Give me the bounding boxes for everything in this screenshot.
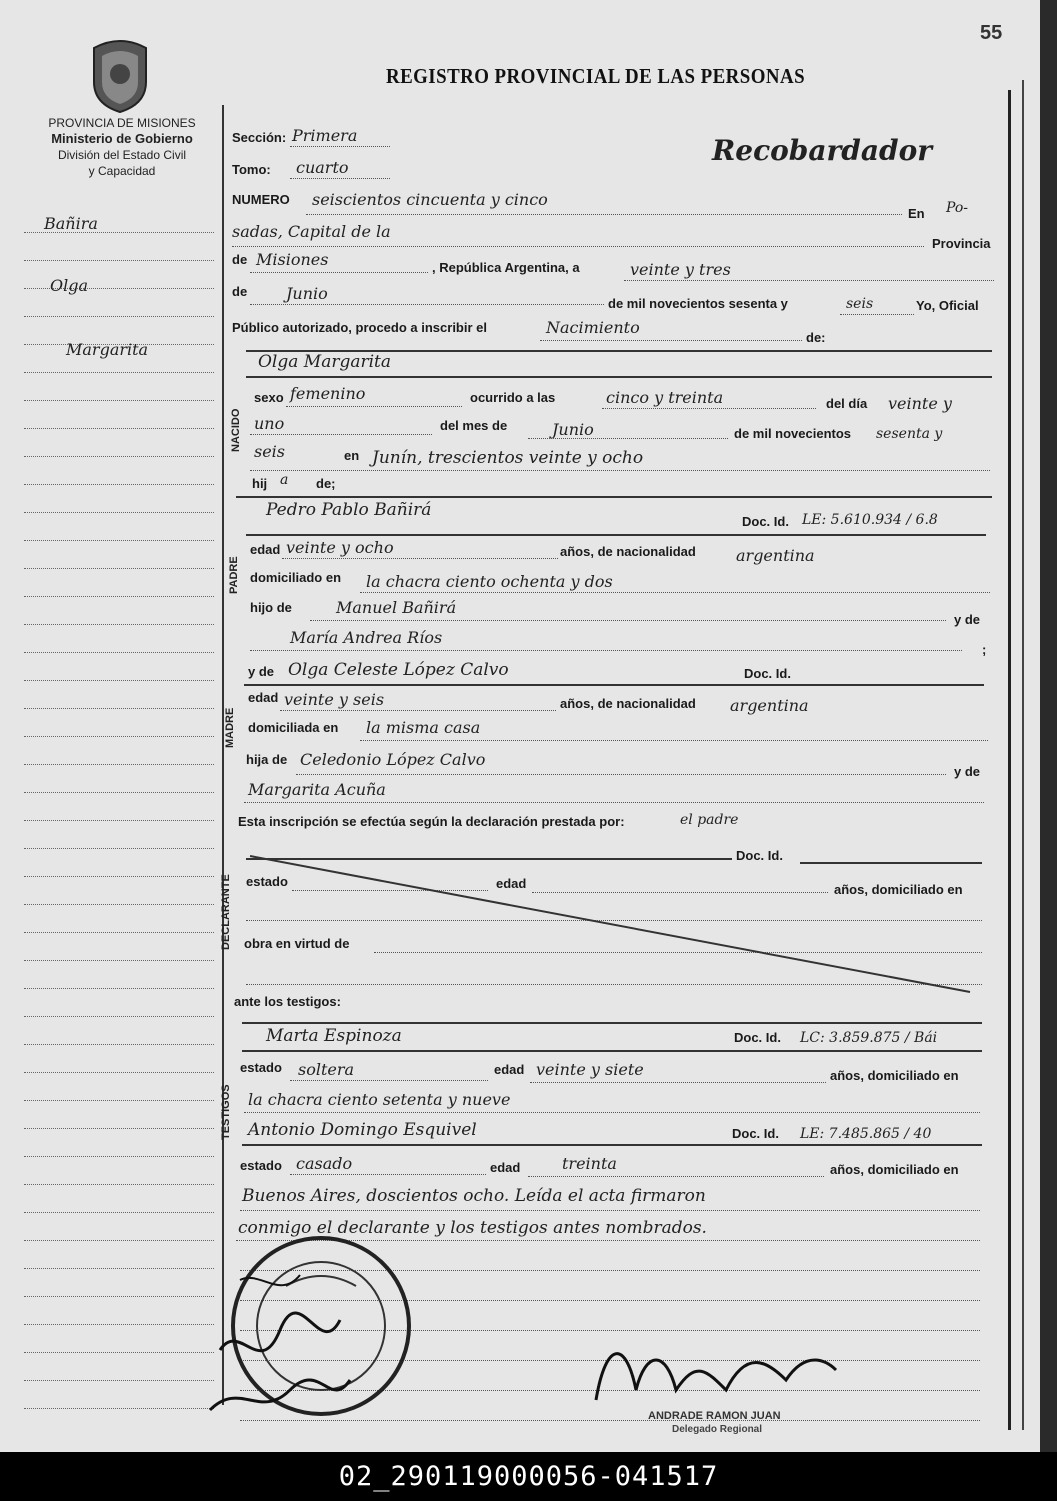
ministry-name: Ministerio de Gobierno xyxy=(51,131,193,146)
padre-top-rule xyxy=(236,496,992,498)
declarante-estado-label: estado xyxy=(246,874,288,889)
sidebar-rule xyxy=(24,848,214,849)
padre-edad-line xyxy=(282,558,558,559)
mes-nac-value: Junio xyxy=(552,420,594,439)
testigo2-estado-line xyxy=(290,1174,486,1175)
tomo-line xyxy=(290,178,390,179)
madre-edad-label: edad xyxy=(248,690,279,705)
madre-dom-line xyxy=(360,740,988,741)
official-signature-icon xyxy=(586,1330,846,1420)
testigo2-estado-label: estado xyxy=(240,1158,282,1173)
padre-dom-line xyxy=(360,592,990,593)
ocurrido-label: ocurrido a las xyxy=(470,390,556,405)
sidebar-rule xyxy=(24,596,214,597)
padre-hijo-label: hijo de xyxy=(250,600,292,615)
sidebar-rule xyxy=(24,1044,214,1045)
madre-nombre-rule xyxy=(244,684,984,686)
padre-madre-value: María Andrea Ríos xyxy=(290,628,443,647)
division-name: División del Estado Civil xyxy=(57,148,187,162)
testigo1-dom-value: la chacra ciento setenta y nueve xyxy=(248,1090,511,1109)
numero-label: NUMERO xyxy=(232,192,290,207)
testigo1-doc-value: LC: 3.859.875 / Bái xyxy=(800,1030,938,1046)
de3-label: de; xyxy=(316,476,336,491)
scan-id-footer: 02_290119000056-041517 xyxy=(0,1452,1057,1501)
padre-nombre-rule xyxy=(246,534,986,536)
padre-yde-label: y de xyxy=(954,612,981,627)
sidebar-surname: Bañira xyxy=(44,214,98,233)
sidebar-rule xyxy=(24,708,214,709)
page-number: 55 xyxy=(980,22,1003,44)
madre-padre-value: Celedonio López Calvo xyxy=(300,750,486,769)
obra-label: obra en virtud de xyxy=(244,936,350,951)
anio-line xyxy=(840,314,914,315)
testigo1-edad-line xyxy=(530,1082,826,1083)
declarante-dom-label: años, domiciliado en xyxy=(834,882,963,897)
testigo1-dom-label: años, domiciliado en xyxy=(830,1068,959,1083)
seccion-line xyxy=(290,146,390,147)
anio-nac-value: sesenta y xyxy=(876,426,943,442)
de2-label: de xyxy=(232,284,248,299)
madre-nombre-value: Olga Celeste López Calvo xyxy=(288,660,509,680)
testigo2-edad-value: treinta xyxy=(562,1154,617,1173)
declarante-value: el padre xyxy=(680,812,739,828)
anio-nac2-value: seis xyxy=(254,442,286,461)
issuer-block xyxy=(22,115,222,179)
testigo1-estado-value: soltera xyxy=(298,1060,355,1079)
padre-doc-value: LE: 5.610.934 / 6.8 xyxy=(802,512,938,528)
declarante-cancel-stroke xyxy=(240,848,980,996)
republica-label: , República Argentina, a xyxy=(432,260,580,275)
sidebar-rule xyxy=(24,1156,214,1157)
tomo-label: Tomo: xyxy=(232,162,271,177)
testigo2-edad-line xyxy=(528,1176,824,1177)
sidebar-rule xyxy=(24,260,214,261)
anio-value: seis xyxy=(846,296,874,312)
sidebar-rule xyxy=(24,820,214,821)
sidebar-rule xyxy=(24,400,214,401)
madre-yde2-label: y de xyxy=(954,764,981,779)
numero-value: seiscientos cincuenta y cinco xyxy=(312,190,548,209)
declarante-edad-label: edad xyxy=(496,876,527,891)
witness-signatures-icon xyxy=(200,1260,360,1430)
provincia-label: Provincia xyxy=(932,236,991,251)
sidebar-rule xyxy=(24,792,214,793)
acto-value: Nacimiento xyxy=(546,318,640,337)
padre-dom-value: la chacra ciento ochenta y dos xyxy=(366,572,613,591)
testigo2-dom-label: años, domiciliado en xyxy=(830,1162,959,1177)
padre-nac-value: argentina xyxy=(736,546,815,565)
nombre-rule xyxy=(246,376,992,378)
sidebar-rule xyxy=(24,428,214,429)
en-label: En xyxy=(908,206,925,221)
en2-label: en xyxy=(344,448,360,463)
madre-doc-label: Doc. Id. xyxy=(744,666,791,681)
dia-value: veinte y tres xyxy=(630,260,731,279)
sidebar-rule xyxy=(24,876,214,877)
hij-label: hij xyxy=(252,476,268,491)
cierre-line1: Buenos Aires, doscientos ocho. Leída el acta firmaron xyxy=(242,1186,706,1206)
madre-madre-value: Margarita Acuña xyxy=(248,780,386,799)
testigo1-estado-line xyxy=(290,1080,488,1081)
sidebar-rule xyxy=(24,372,214,373)
mil-label: de mil novecientos sesenta y xyxy=(608,296,788,311)
padre-edad-label: edad xyxy=(250,542,281,557)
yo-label: Yo, Oficial xyxy=(916,298,979,313)
province-name: PROVINCIA DE MISIONES xyxy=(48,116,196,130)
testigo2-estado-value: casado xyxy=(296,1154,353,1173)
provincial-seal-icon xyxy=(88,38,152,114)
sidebar-rule xyxy=(24,540,214,541)
sidebar-rule xyxy=(24,1268,214,1269)
cierre-line1-rule xyxy=(240,1210,980,1211)
dia-nac-value: veinte y xyxy=(888,394,952,413)
madre-nac-label: años, de nacionalidad xyxy=(560,696,696,711)
nombre-value: Olga Margarita xyxy=(258,352,392,372)
sidebar-rule xyxy=(24,736,214,737)
lugar-nac-line xyxy=(250,470,990,471)
seccion-label: Sección: xyxy=(232,130,287,145)
sidebar-rule xyxy=(24,568,214,569)
testigo2-nombre-rule xyxy=(242,1144,982,1146)
sidebar-rule xyxy=(24,988,214,989)
sidebar-middle-name: Margarita xyxy=(66,340,149,359)
testigo2-edad-label: edad xyxy=(490,1160,521,1175)
testigo2-nombre-value: Antonio Domingo Esquivel xyxy=(248,1120,477,1140)
sidebar-rule xyxy=(24,624,214,625)
left-margin-rule xyxy=(222,105,224,1405)
sidebar-rule xyxy=(24,932,214,933)
testigo1-doc-label: Doc. Id. xyxy=(734,1030,781,1045)
padre-madre-line xyxy=(250,650,962,651)
capacity-name: y Capacidad xyxy=(88,164,156,178)
mes-line xyxy=(250,304,604,305)
publico-label: Público autorizado, procedo a inscribir el xyxy=(232,320,487,335)
scan-edge xyxy=(1040,0,1057,1452)
testigo1-estado-label: estado xyxy=(240,1060,282,1075)
hij-suffix: a xyxy=(280,472,289,488)
padre-nombre-value: Pedro Pablo Bañirá xyxy=(266,500,432,520)
testigo1-nombre-value: Marta Espinoza xyxy=(266,1026,402,1046)
testigo1-top-rule xyxy=(242,1022,982,1024)
right-margin-rule xyxy=(1008,90,1011,1430)
sidebar-first-name: Olga xyxy=(50,276,89,295)
madre-nac-value: argentina xyxy=(730,696,809,715)
dia-nac2-line xyxy=(250,434,432,435)
tomo-value: cuarto xyxy=(296,158,349,177)
sidebar-rule xyxy=(24,512,214,513)
official-name: ANDRADE RAMON JUAN xyxy=(648,1410,781,1422)
madre-dom-label: domiciliada en xyxy=(248,720,339,735)
dia-line xyxy=(624,280,994,281)
madre-edad-line xyxy=(280,710,556,711)
cierre-line2: conmigo el declarante y los testigos antes nombrados. xyxy=(238,1218,707,1238)
sidebar-rule xyxy=(24,1016,214,1017)
page-title: REGISTRO PROVINCIAL DE LAS PERSONAS xyxy=(386,64,806,88)
testigo1-edad-value: veinte y siete xyxy=(536,1060,644,1079)
ante-label: ante los testigos: xyxy=(234,994,341,1009)
padre-doc-label: Doc. Id. xyxy=(742,514,789,529)
sexo-value: femenino xyxy=(290,384,366,403)
en-value: Po- xyxy=(946,200,969,216)
sidebar-rule xyxy=(24,316,214,317)
seccion-value: Primera xyxy=(292,126,358,145)
madre-dom-value: la misma casa xyxy=(366,718,481,737)
padre-section-label: PADRE xyxy=(228,556,240,594)
declarante-doc-label: Doc. Id. xyxy=(736,848,783,863)
sidebar-rule xyxy=(24,1184,214,1185)
dia-nac2-value: uno xyxy=(254,414,285,433)
padre-padre-value: Manuel Bañirá xyxy=(336,598,457,617)
madre-padre-line xyxy=(296,774,946,775)
testigos-section-label: TESTIGOS xyxy=(220,1084,232,1140)
sidebar-rule xyxy=(24,1072,214,1073)
provincia-line xyxy=(250,272,428,273)
madre-madre-line xyxy=(244,802,984,803)
sidebar-rule xyxy=(24,1212,214,1213)
sidebar-rule xyxy=(24,764,214,765)
padre-edad-value: veinte y ocho xyxy=(286,538,394,557)
sexo-line xyxy=(286,406,462,407)
sidebar-rule xyxy=(24,1408,214,1409)
sidebar-rule xyxy=(24,960,214,961)
padre-dom-label: domiciliado en xyxy=(250,570,342,585)
lugar-value: sadas, Capital de la xyxy=(232,222,391,241)
del-mes-label: del mes de xyxy=(440,418,508,433)
madre-hija-label: hija de xyxy=(246,752,288,767)
mil2-label: de mil novecientos xyxy=(734,426,852,441)
mes-value: Junio xyxy=(286,284,328,303)
sexo-label: sexo xyxy=(254,390,284,405)
sidebar-rule xyxy=(24,1128,214,1129)
madre-section-label: MADRE xyxy=(224,707,236,748)
sidebar-rule xyxy=(24,652,214,653)
padre-semicolon: ; xyxy=(982,642,987,657)
lugar-nac-value: Junín, trescientos veinte y ocho xyxy=(372,448,644,468)
madre-edad-value: veinte y seis xyxy=(284,690,385,709)
madre-yde-label: y de xyxy=(248,664,275,679)
testigo2-doc-value: LE: 7.485.865 / 40 xyxy=(800,1126,932,1142)
declarante-section-label: DECLARANTE xyxy=(220,874,232,950)
mes-nac-line xyxy=(528,438,728,439)
padre-padre-line xyxy=(310,620,946,621)
del-dia-label: del día xyxy=(826,396,868,411)
sidebar-rule xyxy=(24,1100,214,1101)
sidebar-rule xyxy=(24,484,214,485)
hora-line xyxy=(602,408,816,409)
provincia-value: Misiones xyxy=(256,250,329,269)
sidebar-rule xyxy=(24,1296,214,1297)
sidebar-rule xyxy=(24,904,214,905)
sidebar-rule xyxy=(24,1380,214,1381)
sidebar-rule xyxy=(24,1324,214,1325)
numero-line xyxy=(306,214,902,215)
right-edge-rule xyxy=(1022,80,1024,1430)
de-label: de xyxy=(232,252,248,267)
de-colon-label: de: xyxy=(806,330,826,345)
sidebar-rule xyxy=(24,1352,214,1353)
padre-nac-label: años, de nacionalidad xyxy=(560,544,696,559)
sidebar-rule xyxy=(24,1240,214,1241)
lugar-line xyxy=(232,246,924,247)
sidebar-rule xyxy=(24,456,214,457)
inscripcion-label: Esta inscripción se efectúa según la declaración prestada por: xyxy=(238,814,625,829)
sidebar-rule xyxy=(24,680,214,681)
hora-value: cinco y treinta xyxy=(606,388,724,407)
official-role: Delegado Regional xyxy=(672,1424,763,1435)
testigo1-edad-label: edad xyxy=(494,1062,525,1077)
nacido-section-label: NACIDO xyxy=(230,408,242,452)
testigo2-doc-label: Doc. Id. xyxy=(732,1126,779,1141)
testigo1-nombre-rule xyxy=(242,1050,982,1052)
margin-note: Recobardador xyxy=(712,134,933,167)
acto-line xyxy=(540,340,802,341)
testigo1-dom-line xyxy=(244,1112,980,1113)
